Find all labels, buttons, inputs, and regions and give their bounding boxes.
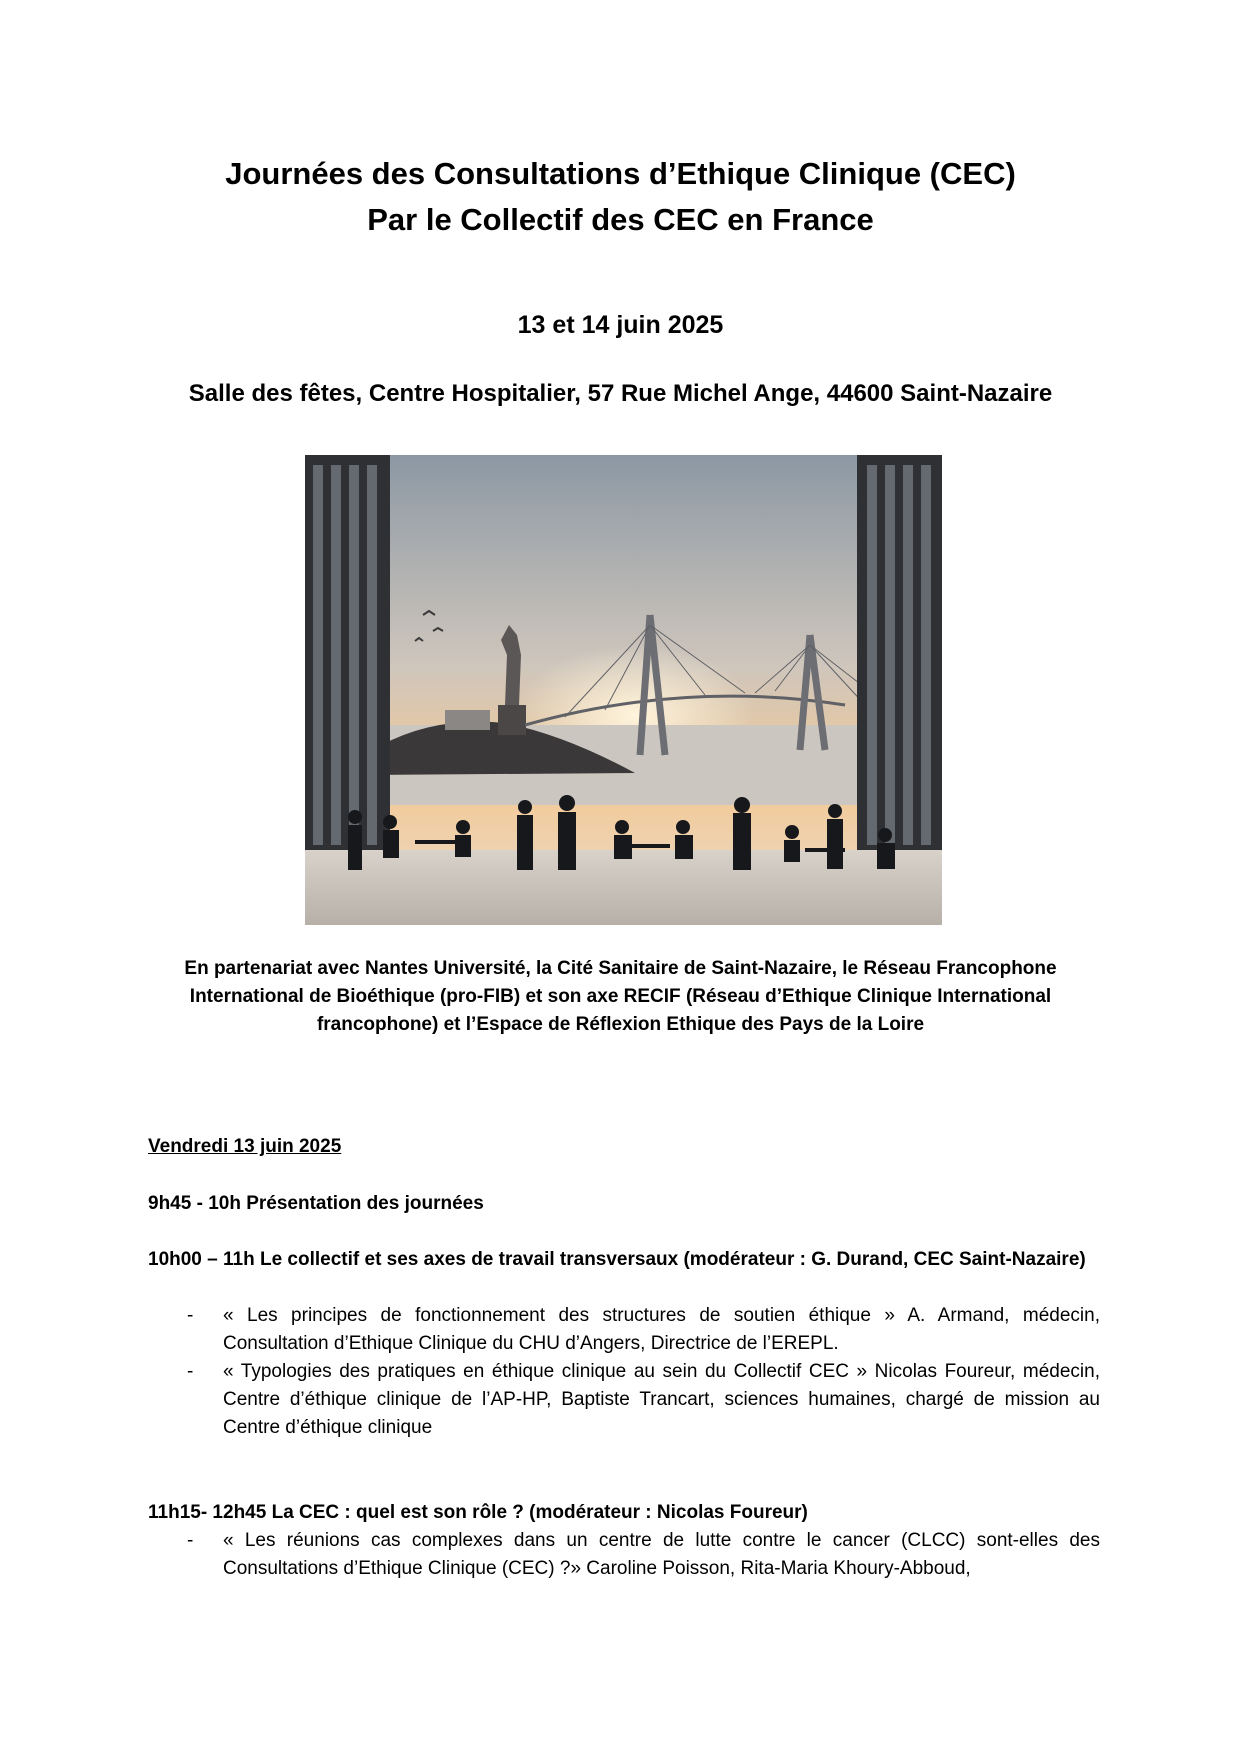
terrace-floor (305, 850, 942, 925)
event-illustration (305, 455, 942, 925)
title-line-2: Par le Collectif des CEC en France (367, 202, 874, 237)
list-bullet: - (187, 1305, 194, 1326)
partners-statement: En partenariat avec Nantes Université, la Cité Sanitaire de Saint-Nazaire, le Réseau Francophone International de Bioéthique (pro-FIB) et son axe RECIF (Réseau d’Ethique Clinique International francophone) et l’Espace de Réflexion Ethique des Pays de la Loire (184, 958, 1057, 1035)
session-title: 9h45 - 10h Présentation des journées (148, 1193, 484, 1214)
session-title: 10h00 – 11h Le collectif et ses axes de travail transversaux (modérateur : G. Durand, CEC Saint-Nazaire) (148, 1249, 1086, 1270)
event-date: 13 et 14 juin 2025 (517, 311, 724, 339)
statue-base (498, 705, 526, 735)
list-item: « Les principes de fonctionnement des structures de soutien éthique » A. Armand, médecin, Consultation d’Ethique Clinique du CHU d’Angers, Directrice de l’EREPL. (223, 1305, 1100, 1354)
session-title: 11h15- 12h45 La CEC : quel est son rôle ? (modérateur : Nicolas Foureur) (148, 1502, 808, 1523)
title-line-1: Journées des Consultations d’Ethique Clinique (CEC) (225, 156, 1016, 191)
list-item: « Typologies des pratiques en éthique clinique au sein du Collectif CEC » Nicolas Foureur, médecin, Centre d’éthique clinique de l’AP-HP, Baptiste Trancart, sciences humaines, chargé de mission au Centre d’éthique clinique (223, 1361, 1100, 1438)
island-building (445, 710, 490, 730)
list-bullet: - (187, 1530, 194, 1551)
list-bullet: - (187, 1361, 194, 1382)
day-heading: Vendredi 13 juin 2025 (148, 1136, 342, 1157)
event-venue: Salle des fêtes, Centre Hospitalier, 57 Rue Michel Ange, 44600 Saint-Nazaire (188, 380, 1053, 407)
list-item: « Les réunions cas complexes dans un centre de lutte contre le cancer (CLCC) sont-elles des Consultations d’Ethique Clinique (CEC) ?» Caroline Poisson, Rita-Maria Khoury-Abboud, (223, 1530, 1100, 1579)
